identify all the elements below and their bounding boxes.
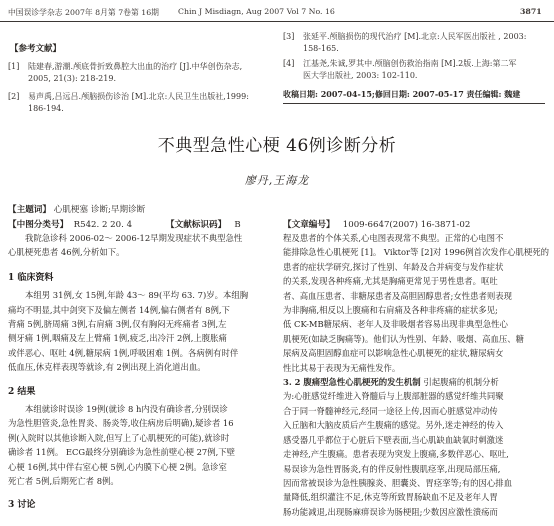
subsection-3-2-heading: 3. 2 腹痛型急性心肌梗死的发生机制 — [283, 377, 421, 388]
article-authors: 廖丹,王海龙 — [244, 174, 310, 187]
page-number: 3871 — [520, 7, 542, 16]
paragraph-line: 本组男 31例,女 15例,年龄 43～ 89(平均 63. 7)岁。本组胸 — [25, 290, 249, 301]
paragraph-line: 走神经,产生腹痛。患者表现为突发上腹痛,多数伴恶心、呕吐, — [283, 449, 509, 460]
paragraph-line: 者、高血压患者、非糖尿患者及高胆固醇患者;女性患者则表现 — [283, 290, 512, 301]
paragraph-line: 肠功能减退,出现肠麻痹误诊为肠梗阻;少数因应激性溃疡而 — [283, 506, 498, 517]
paragraph-line: 为非胸痛,相反以上腹痛和右肩痛及各种非疼痛的症状多见; — [283, 305, 498, 316]
reference-line: 186-194. — [28, 104, 64, 113]
running-header-center: Chin J Misdiagn, Aug 2007 Vol 7 No. 16 — [178, 7, 335, 16]
paragraph-line: 程及患者的个体关系,心电图表现常不典型。正常的心电图不 — [283, 233, 504, 243]
reference-4 — [283, 58, 516, 82]
paragraph-line: 量降低,组织灌注不足,休克等所致胃肠缺血不足及老年人胃 — [283, 492, 498, 503]
reference-line: 张延平.颅脑损伤的现代治疗 [M].北京:人民军医出版社 , 2003: — [303, 32, 527, 41]
reference-line: 陆建春,游潮.颅底骨折致鼻腔大出血的治疗 [J].中华创伤杂志, — [28, 62, 243, 71]
paragraph-line: 本组就诊时误诊 19例(就诊 8 h内没有确诊者,分别误诊 — [25, 404, 228, 415]
article-number-label: 【文章编号】 — [283, 220, 335, 230]
paragraph-line: 心梗 16例,其中伴右室心梗 5例,心内膜下心梗 2例。急诊室 — [8, 461, 227, 472]
keywords-value: 心肌梗塞 诊断;早期诊断 — [53, 205, 146, 215]
section-1-heading: 1 临床资料 — [8, 272, 54, 283]
article-title: 不典型急性心梗 46例诊断分析 — [157, 136, 397, 156]
paragraph-line: 侧牙痛 1例,咽痛及左上臂痛 1例,疲乏,出冷汗 2例,上腹胀痛 — [8, 333, 227, 344]
paragraph-line: 合于同一脊髓神经元,经同一途径上传,因而心脏感觉冲动传 — [283, 405, 498, 416]
reference-3 — [283, 31, 526, 55]
paragraph-line: 患者的症状学研究,探讨了性别、年龄及合并病变与发作症状 — [283, 261, 504, 272]
paragraph-line: 低 CK-MB糖尿病、老年人及非吸烟者容易出现非典型急性心 — [283, 319, 508, 330]
clc-value: R542. 2 20. 4 — [73, 220, 133, 230]
paragraph-line: 确诊者 11例。 ECG最终分别确诊为急性前壁心梗 27例,下壁 — [8, 447, 236, 458]
article-number-line — [283, 218, 470, 230]
paragraph-line: 低血压,休克样表现等就诊,有 2例出现上消化道出血。 — [8, 362, 206, 373]
clc-label: 【中图分类号】 — [8, 220, 69, 230]
header-rule — [0, 21, 554, 22]
paragraph-line: 能排除急性心肌梗死 [1]。 Viktor等 [2]对 1996例首次发作心肌梗死的 — [283, 247, 550, 258]
paragraph-line: 死亡者 5例,后期死亡者 8例。 — [8, 476, 119, 487]
paragraph-line: 入丘脑和大脑皮质后产生腹痛的感觉。另外,迷走神经的传入 — [283, 420, 504, 431]
section-2-heading: 2 结果 — [8, 386, 36, 397]
paragraph-line: 痛均不明显,其中剑突下及偏左侧者 14例,偏右侧者有 8例,下 — [8, 304, 230, 315]
subsection-3-2-line — [283, 375, 547, 389]
reference-number: [2] — [8, 92, 20, 101]
paragraph-line: 为急性胆管炎,急性胃炎、肠炎等,收住病房后明确),疑诊者 16 — [8, 418, 234, 429]
paragraph-line: 例(入院时以其他诊断入院,但写上了心肌梗死的可能),就诊时 — [8, 432, 230, 443]
clc-line — [8, 218, 132, 230]
doc-code-label: 【文献标识码】 — [166, 220, 227, 230]
keywords-label: 【主题词】 — [8, 205, 51, 215]
doc-code-line — [166, 218, 241, 230]
section-3-heading: 3 讨论 — [8, 499, 36, 510]
paragraph-line: 的关系,发现各种疼痛,尤其是胸痛更常见于男性患者。呕吐 — [283, 276, 498, 287]
paragraph-line: 为:心脏感觉纤维进入脊髓后与上腹部脏器的感觉纤维共同聚 — [283, 391, 504, 402]
reference-1 — [8, 61, 242, 85]
paragraph-line: 因而常被误诊为急性胰腺炎、胆囊炎、胃痉挛等;有的因心排血 — [283, 477, 512, 488]
paragraph-text: 引起腹痛的机制分析 — [420, 377, 499, 388]
received-revised-dates: 收稿日期: 2007-04-15;修回日期: 2007-05-17 责任编辑: 魏建 — [283, 89, 521, 99]
running-header-left: 中国误诊学杂志 2007年 8月第 7卷第 16期 — [8, 8, 159, 17]
intro-line: 心肌梗死患者 46例,分析如下。 — [8, 247, 125, 258]
left-column — [8, 231, 270, 512]
reference-line: 2005, 21(3): 218-219. — [28, 74, 116, 83]
paragraph-line: 或伴恶心、呕吐 4例,糖尿病 1例,呼吸困难 1例。各病例有时伴 — [8, 347, 239, 358]
reference-number: [4] — [283, 59, 295, 68]
paragraph-line: 背痛 5例,脐周痛 3例,右肩痛 3例,仅有胸闷无疼痛者 3例,左 — [8, 319, 227, 330]
doc-code-value: B — [234, 220, 241, 230]
reference-line: 158-165. — [303, 44, 339, 53]
dates-rule — [283, 103, 545, 104]
reference-number: [3] — [283, 32, 295, 41]
paragraph-line: 尿病及高胆固醇血症可以影响急性心肌梗死的症状,糖尿病女 — [283, 348, 504, 359]
reference-number: [1] — [8, 62, 20, 71]
intro-line: 我院急诊科 2006-02～ 2006-12早期发现症状不典型急性 — [25, 233, 243, 243]
paragraph-line: 感受器几乎都位于心脏后下壁表面,当心肌缺血缺氧时刺激迷 — [283, 434, 504, 445]
reference-line: 江基尧,朱诚,罗其中.颅脑创伤救治指南 [M].2版.上海:第二军 — [303, 59, 517, 68]
reference-2 — [8, 91, 249, 115]
keywords-line — [8, 203, 145, 215]
paragraph-line: 肌梗死(如缺乏胸痛等)。他们认为性别、年龄、吸烟、高血压、糖 — [283, 333, 525, 344]
right-column — [283, 231, 550, 519]
reference-line: 医大学出版社, 2003: 102-110. — [303, 71, 418, 80]
article-number-value: 1009-6647(2007) 16-3871-02 — [342, 220, 471, 230]
reference-line: 易声禹,吕远吕.颅脑损伤诊治 [M].北京:人民卫生出版社,1999: — [28, 92, 249, 101]
references-label: 【参考文献】 — [10, 44, 62, 54]
paragraph-line: 性比其易于表现为无痛性发作。 — [283, 362, 401, 373]
paragraph-line: 易误诊为急性胃肠炎,有的伴反射性腹肌痉挛,出现局部压痛, — [283, 463, 501, 474]
